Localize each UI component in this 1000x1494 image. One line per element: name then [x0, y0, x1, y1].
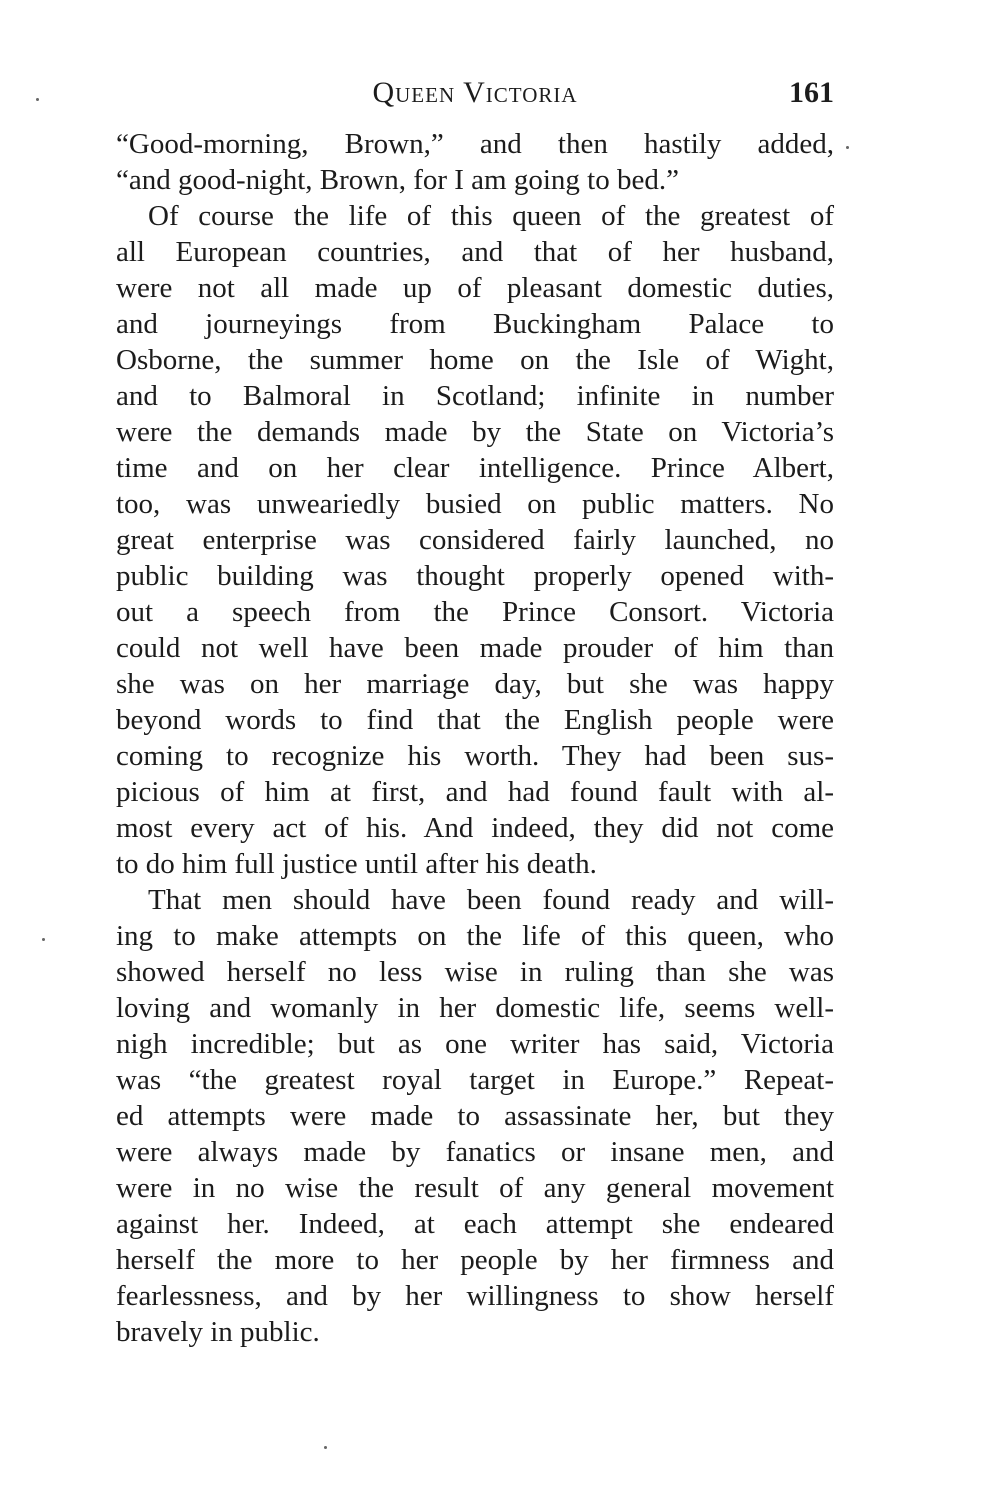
text-line: time and on her clear intelligence. Prince Albert, [116, 452, 834, 484]
text-line: picious of him at first, and had found fault with al- [116, 776, 834, 808]
text-line: herself the more to her people by her firmness and [116, 1244, 834, 1276]
text-line: were always made by fanatics or insane men, and [116, 1136, 834, 1168]
text-line: and journeyings from Buckingham Palace to [116, 308, 834, 340]
text-line: were the demands made by the State on Victoria’s [116, 416, 834, 448]
text-line: showed herself no less wise in ruling than she was [116, 956, 834, 988]
page-header [116, 76, 834, 116]
text-line: public building was thought properly opened with- [116, 560, 834, 592]
text-line: “Good-morning, Brown,” and then hastily added, [116, 128, 834, 160]
text-line: most every act of his. And indeed, they did not come [116, 812, 834, 844]
text-line: Of course the life of this queen of the greatest of [148, 200, 834, 232]
text-line: could not well have been made prouder of him than [116, 632, 834, 664]
text-line: ed attempts were made to assassinate her, but they [116, 1100, 834, 1132]
text-line: were in no wise the result of any general movement [116, 1172, 834, 1204]
scan-speck [36, 98, 39, 101]
paragraph [116, 882, 834, 1350]
text-line: ing to make attempts on the life of this queen, who [116, 920, 834, 952]
text-line: great enterprise was considered fairly launched, no [116, 524, 834, 556]
text-line: Osborne, the summer home on the Isle of Wight, [116, 344, 834, 376]
scan-speck [42, 938, 45, 941]
text-line: bravely in public. [116, 1316, 320, 1348]
text-line: “and good-night, Brown, for I am going to bed.” [116, 164, 679, 196]
text-line: nigh incredible; but as one writer has said, Victoria [116, 1028, 834, 1060]
scan-speck [324, 1446, 327, 1449]
text-line: That men should have been found ready and will- [148, 884, 834, 916]
text-line: too, was unweariedly busied on public matters. No [116, 488, 834, 520]
text-line: coming to recognize his worth. They had been sus- [116, 740, 834, 772]
text-line: loving and womanly in her domestic life, seems well- [116, 992, 834, 1024]
text-line: to do him full justice until after his death. [116, 848, 597, 880]
scan-speck [846, 146, 849, 149]
text-line: and to Balmoral in Scotland; infinite in number [116, 380, 834, 412]
running-title: Queen Victoria [372, 76, 578, 109]
text-line: was “the greatest royal target in Europe.” Repeat- [116, 1064, 834, 1096]
text-line: fearlessness, and by her willingness to show herself [116, 1280, 834, 1312]
body-text [116, 126, 834, 1350]
text-line: she was on her marriage day, but she was happy [116, 668, 834, 700]
text-line: beyond words to find that the English people were [116, 704, 834, 736]
paragraph [116, 198, 834, 882]
text-line: out a speech from the Prince Consort. Victoria [116, 596, 834, 628]
text-line: against her. Indeed, at each attempt she endeared [116, 1208, 834, 1240]
paragraph [116, 126, 834, 198]
text-line: all European countries, and that of her husband, [116, 236, 834, 268]
text-line: were not all made up of pleasant domestic duties, [116, 272, 834, 304]
page-number: 161 [789, 76, 834, 109]
